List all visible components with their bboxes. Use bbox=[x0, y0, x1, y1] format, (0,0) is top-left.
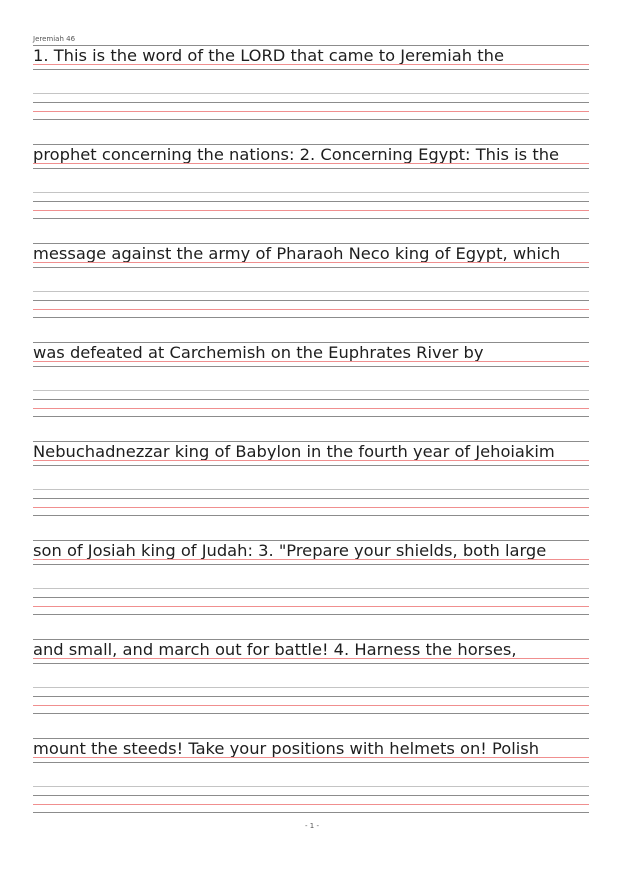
guide-rule-pink bbox=[33, 559, 589, 560]
guide-rule bbox=[33, 93, 589, 94]
guide-rule-pink bbox=[33, 460, 589, 461]
guide-rule bbox=[33, 45, 589, 46]
guide-rule bbox=[33, 713, 589, 714]
guide-rule bbox=[33, 291, 589, 292]
guide-rule bbox=[33, 243, 589, 244]
guide-rule bbox=[33, 168, 589, 169]
guide-rule-pink bbox=[33, 64, 589, 65]
guide-rule bbox=[33, 812, 589, 813]
guide-rule-pink bbox=[33, 361, 589, 362]
guide-rule bbox=[33, 498, 589, 499]
guide-rule bbox=[33, 192, 589, 193]
text-line-4: was defeated at Carchemish on the Euphrates River by bbox=[33, 343, 484, 362]
chapter-header: Jeremiah 46 bbox=[33, 35, 76, 43]
text-line-7: and small, and march out for battle! 4. Harness the horses, bbox=[33, 640, 517, 659]
text-line-8: mount the steeds! Take your positions with helmets on! Polish bbox=[33, 739, 540, 758]
guide-rule-pink bbox=[33, 507, 589, 508]
ruled-block-8 bbox=[33, 738, 589, 822]
guide-rule-pink bbox=[33, 309, 589, 310]
guide-rule bbox=[33, 119, 589, 120]
guide-rule bbox=[33, 144, 589, 145]
guide-rule bbox=[33, 614, 589, 615]
guide-rule bbox=[33, 515, 589, 516]
ruled-block-6 bbox=[33, 540, 589, 624]
guide-rule bbox=[33, 267, 589, 268]
guide-rule bbox=[33, 300, 589, 301]
ruled-block-5 bbox=[33, 441, 589, 525]
guide-rule-pink bbox=[33, 606, 589, 607]
guide-rule-pink bbox=[33, 658, 589, 659]
guide-rule bbox=[33, 390, 589, 391]
guide-rule bbox=[33, 317, 589, 318]
guide-rule bbox=[33, 416, 589, 417]
text-line-2: prophet concerning the nations: 2. Concerning Egypt: This is the bbox=[33, 145, 560, 164]
ruled-block-1 bbox=[33, 45, 589, 129]
guide-rule bbox=[33, 786, 589, 787]
guide-rule-pink bbox=[33, 111, 589, 112]
guide-rule-pink bbox=[33, 408, 589, 409]
guide-rule bbox=[33, 762, 589, 763]
guide-rule bbox=[33, 639, 589, 640]
guide-rule bbox=[33, 218, 589, 219]
page-number: - 1 - bbox=[305, 822, 319, 830]
ruled-block-3 bbox=[33, 243, 589, 327]
text-line-3: message against the army of Pharaoh Neco king of Egypt, which bbox=[33, 244, 561, 263]
guide-rule bbox=[33, 102, 589, 103]
guide-rule bbox=[33, 399, 589, 400]
guide-rule bbox=[33, 795, 589, 796]
guide-rule bbox=[33, 738, 589, 739]
guide-rule bbox=[33, 564, 589, 565]
guide-rule bbox=[33, 342, 589, 343]
guide-rule bbox=[33, 465, 589, 466]
text-line-5: Nebuchadnezzar king of Babylon in the fourth year of Jehoiakim bbox=[33, 442, 555, 461]
guide-rule bbox=[33, 687, 589, 688]
guide-rule bbox=[33, 69, 589, 70]
text-line-6: son of Josiah king of Judah: 3. "Prepare your shields, both large bbox=[33, 541, 547, 560]
guide-rule bbox=[33, 201, 589, 202]
ruled-block-7 bbox=[33, 639, 589, 723]
guide-rule bbox=[33, 489, 589, 490]
guide-rule bbox=[33, 366, 589, 367]
guide-rule bbox=[33, 696, 589, 697]
ruled-block-4 bbox=[33, 342, 589, 426]
guide-rule bbox=[33, 588, 589, 589]
guide-rule bbox=[33, 597, 589, 598]
guide-rule bbox=[33, 540, 589, 541]
ruled-block-2 bbox=[33, 144, 589, 228]
guide-rule-pink bbox=[33, 262, 589, 263]
guide-rule-pink bbox=[33, 757, 589, 758]
guide-rule bbox=[33, 663, 589, 664]
guide-rule-pink bbox=[33, 163, 589, 164]
guide-rule-pink bbox=[33, 705, 589, 706]
guide-rule bbox=[33, 441, 589, 442]
guide-rule-pink bbox=[33, 804, 589, 805]
guide-rule-pink bbox=[33, 210, 589, 211]
text-line-1: 1. This is the word of the LORD that came to Jeremiah the bbox=[33, 46, 505, 65]
